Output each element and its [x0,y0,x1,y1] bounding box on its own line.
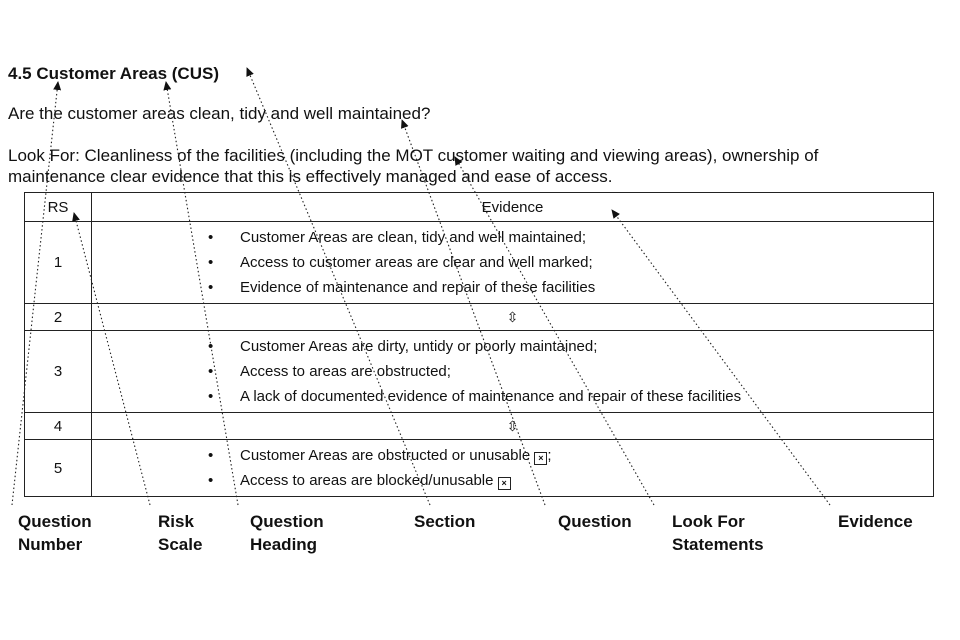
label-line: Number [18,535,83,554]
label-question: Question [558,512,632,531]
evidence-column-header: Evidence [92,193,934,222]
evidence-item: • Evidence of maintenance and repair of these facilities [240,275,933,300]
leader-question-number [12,82,58,505]
evidence-item: • Access to customer areas are clear and well marked; [240,250,933,275]
leader-look-for-statements [455,157,654,505]
section-heading: 4.5 Customer Areas (CUS) [8,64,219,83]
label-line: Question [18,512,92,531]
label-question-heading [250,510,324,556]
evidence-item: • Access to areas are obstructed; [240,359,933,384]
label-line: Risk [158,512,194,531]
leader-evidence [612,210,830,505]
label-section: Section [414,512,476,531]
look-for-line-1: Look For: Cleanliness of the facilities (including the MOT customer waiting and viewing areas), ownership of [8,146,819,165]
boxed-x-icon: × [534,452,547,465]
evidence-item: • Customer Areas are clean, tidy and well maintained; [240,225,933,250]
label-line: Question [250,512,324,531]
rs-value: 1 [25,222,92,304]
leader-question-heading [166,82,238,505]
leader-question [402,120,545,505]
label-risk-scale [158,510,202,556]
label-line: Look For [672,512,745,531]
up-down-arrow-icon: ⇳ [92,304,934,331]
leader-risk-scale [74,213,150,505]
label-line: Heading [250,535,318,554]
leader-section [247,68,430,505]
rs-value: 3 [25,331,92,413]
boxed-x-icon: × [498,477,511,490]
label-look-for-statements [672,510,764,556]
rs-column-header: RS [25,193,92,222]
label-line: Scale [158,535,203,554]
look-for-line-2: maintenance clear evidence that this is effectively managed and ease of access. [8,167,613,186]
rs-value: 5 [25,440,92,497]
evidence-item-text: Access to areas are blocked/unusable [240,472,494,489]
rs-value: 2 [25,304,92,331]
rs-value: 4 [25,413,92,440]
label-question-number [18,510,92,556]
evidence-item-text: Customer Areas are obstructed or unusable [240,447,531,464]
evidence-item: • Customer Areas are dirty, untidy or poorly maintained; [240,334,933,359]
evidence-item: • A lack of documented evidence of maintenance and repair of these facilities [240,384,933,409]
question-text: Are the customer areas clean, tidy and well maintained? [8,104,431,123]
label-evidence: Evidence [838,512,913,531]
evidence-item-suffix: ; [547,447,552,464]
up-down-arrow-icon: ⇳ [92,413,934,440]
label-line: Statements [672,535,764,554]
